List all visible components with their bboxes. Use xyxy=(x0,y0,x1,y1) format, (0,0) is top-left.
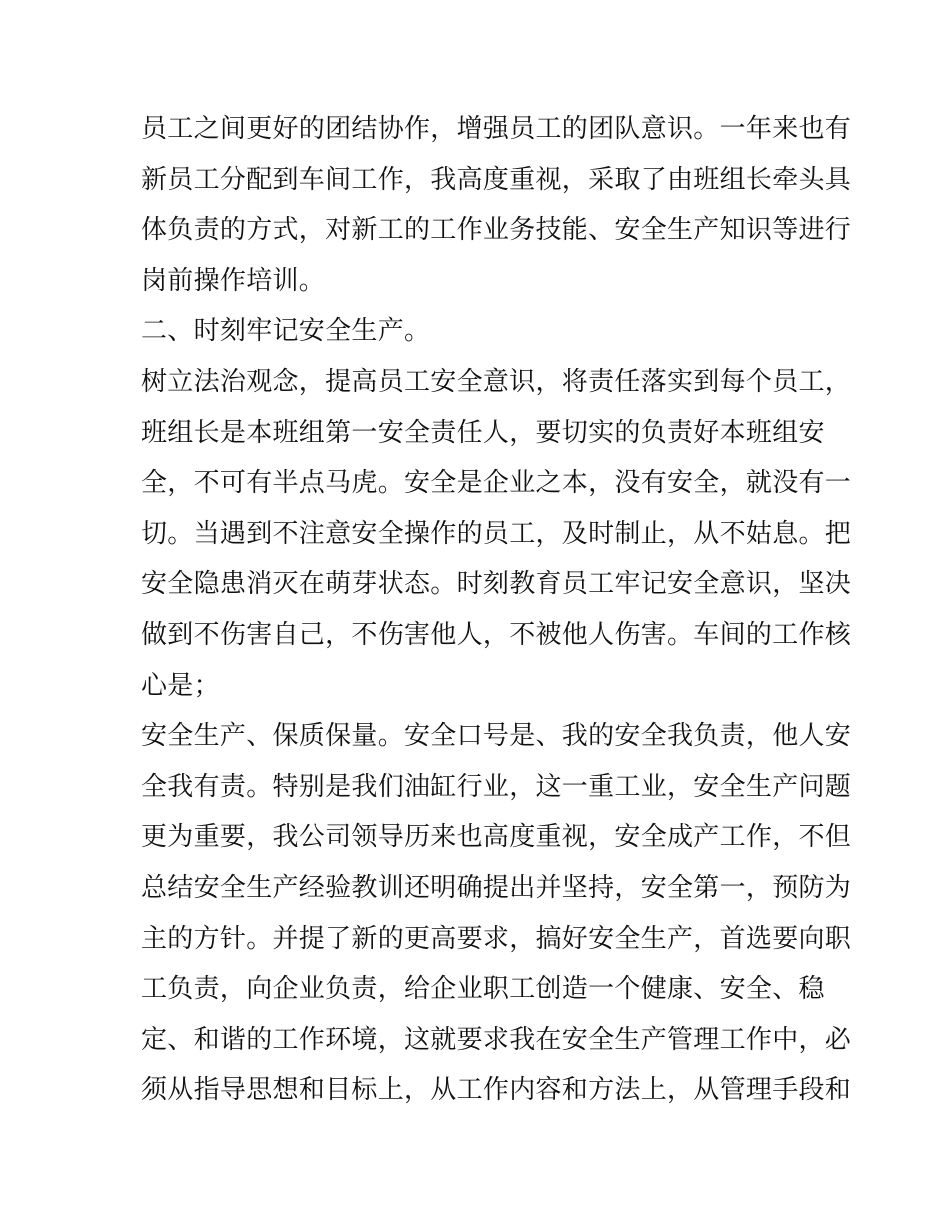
text-line: 岗前操作培训。 xyxy=(141,265,326,296)
text-line: 班组长是本班组第一安全责任人，要切实的负责好本班组安 xyxy=(141,417,825,448)
text-line: 安全生产、保质保量。安全口号是、我的安全我负责，他人安 xyxy=(141,721,852,752)
text-line: 做到不伤害自己，不伤害他人，不被他人伤害。车间的工作核 xyxy=(141,619,852,650)
text-line: 全，不可有半点马虎。安全是企业之本，没有安全，就没有一 xyxy=(141,468,852,499)
text-line: 工负责，向企业负责，给企业职工创造一个健康、安全、稳 xyxy=(141,974,825,1005)
text-line: 心是； xyxy=(141,670,220,701)
section-heading: 二、时刻牢记安全生产。 xyxy=(141,316,431,347)
text-line: 总结安全生产经验教训还明确提出并坚持，安全第一，预防为 xyxy=(141,872,852,903)
text-line: 全我有责。特别是我们油缸行业，这一重工业，安全生产问题 xyxy=(141,771,852,802)
text-line: 主的方针。并提了新的更高要求，搞好安全生产，首选要向职 xyxy=(141,923,852,954)
body-text xyxy=(141,104,852,1116)
text-line: 更为重要，我公司领导历来也高度重视，安全成产工作，不但 xyxy=(141,822,852,853)
text-line: 切。当遇到不注意安全操作的员工，及时制止，从不姑息。把 xyxy=(141,518,852,549)
text-line: 定、和谐的工作环境，这就要求我在安全生产管理工作中，必 xyxy=(141,1024,852,1055)
text-line: 体负责的方式，对新工的工作业务技能、安全生产知识等进行 xyxy=(141,215,852,246)
text-line: 员工之间更好的团结协作，增强员工的团队意识。一年来也有 xyxy=(141,114,852,144)
text-line: 树立法治观念，提高员工安全意识，将责任落实到每个员工， xyxy=(141,366,852,397)
text-line: 新员工分配到车间工作，我高度重视，采取了由班组长牵头具 xyxy=(141,164,852,195)
text-line: 安全隐患消灭在萌芽状态。时刻教育员工牢记安全意识，坚决 xyxy=(141,569,852,600)
text-line: 须从指导思想和目标上，从工作内容和方法上，从管理手段和 xyxy=(141,1075,852,1106)
